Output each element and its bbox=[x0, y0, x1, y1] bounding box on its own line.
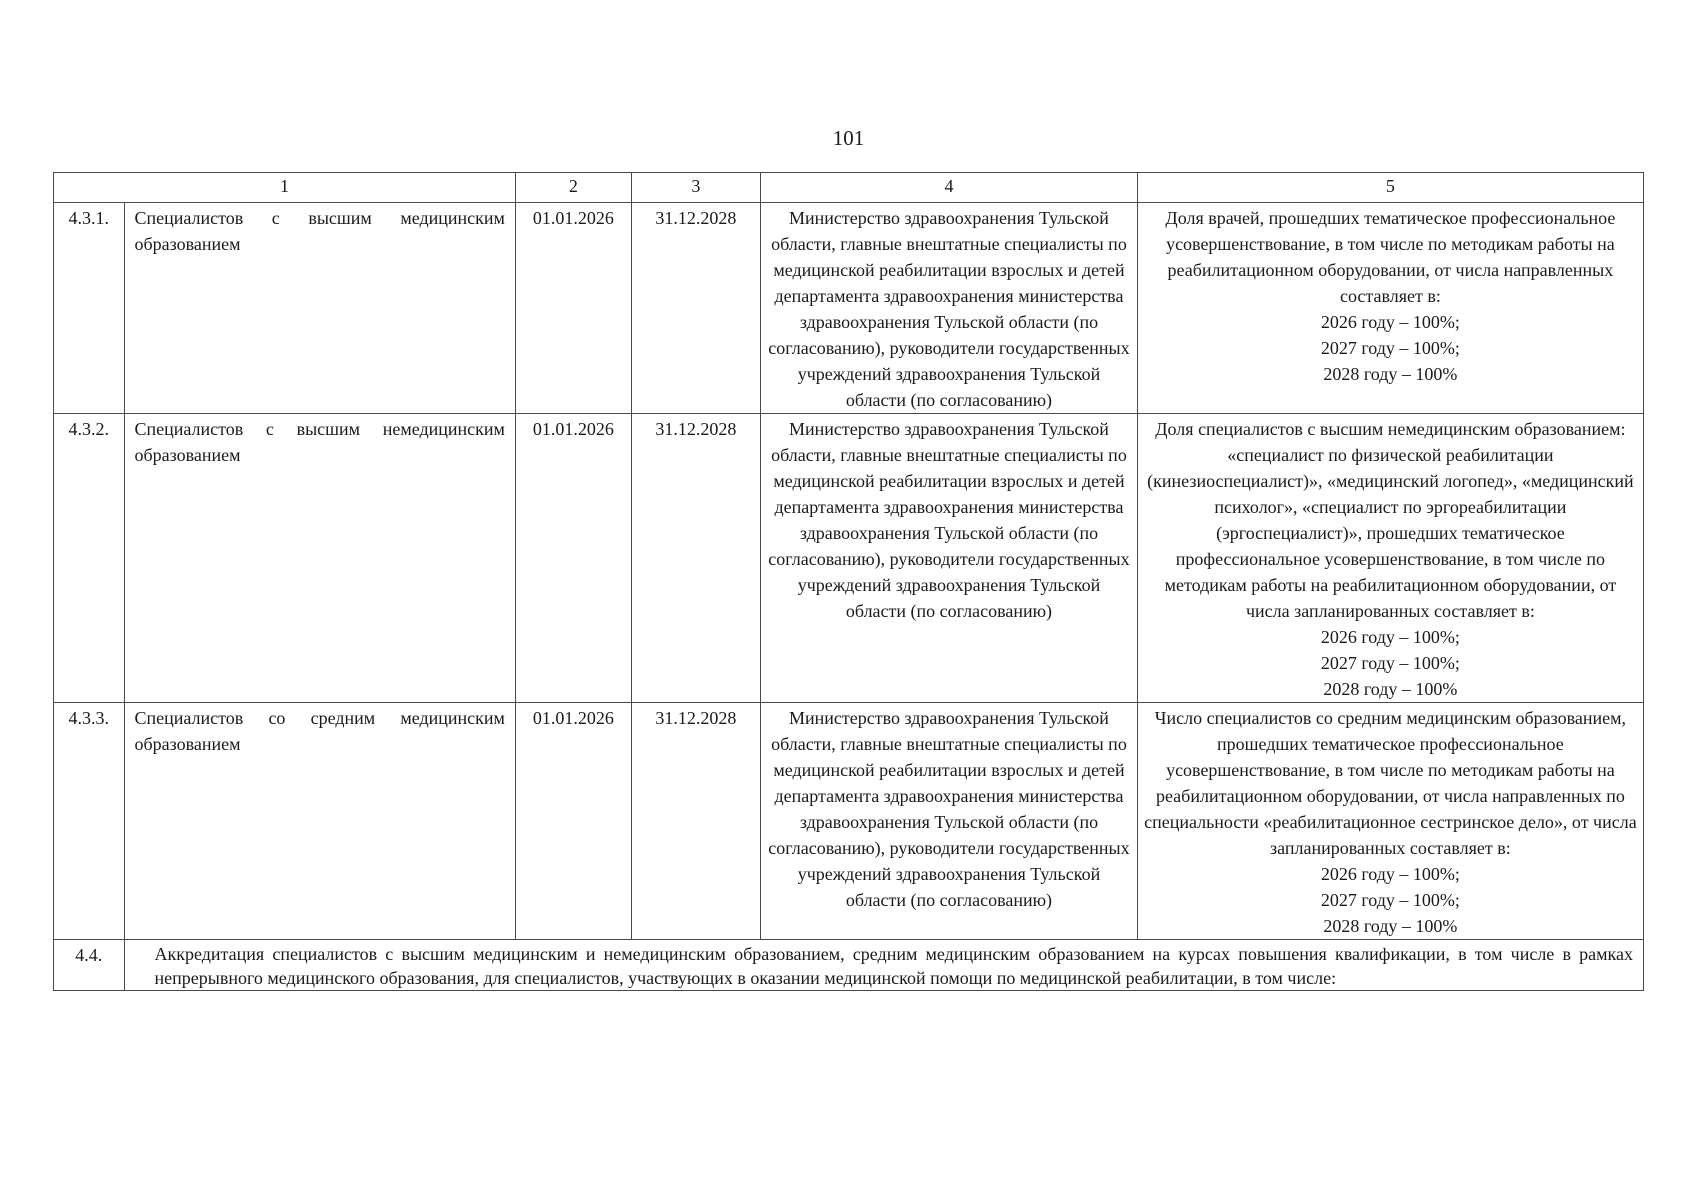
end-date: 31.12.2028 bbox=[631, 703, 760, 940]
row-number: 4.3.2. bbox=[54, 414, 125, 703]
measure-name: Специалистов с высшим медицинским образованием bbox=[124, 203, 515, 414]
indicator-year-2028: 2028 году – 100% bbox=[1323, 679, 1458, 699]
indicator-year-2027: 2027 году – 100%; bbox=[1320, 653, 1460, 673]
indicator-year-2028: 2028 году – 100% bbox=[1323, 916, 1458, 936]
row-number: 4.3.1. bbox=[54, 203, 125, 414]
indicator-year-2026: 2026 году – 100%; bbox=[1320, 312, 1460, 332]
row-number: 4.3.3. bbox=[54, 703, 125, 940]
end-date: 31.12.2028 bbox=[631, 203, 760, 414]
indicator bbox=[1137, 414, 1643, 703]
table-row bbox=[54, 203, 1644, 414]
indicator-text: Доля врачей, прошедших тематическое профессиональное усовершенствование, в том числе по методикам работы на реабилитационном оборудовании, от числа направленных составляет в: bbox=[1165, 208, 1616, 306]
indicator-year-2028: 2028 году – 100% bbox=[1323, 364, 1458, 384]
table-header-row bbox=[54, 173, 1644, 203]
measure-name: Специалистов со средним медицинским образованием bbox=[124, 703, 515, 940]
indicator-year-2026: 2026 году – 100%; bbox=[1320, 864, 1460, 884]
section-number: 4.4. bbox=[54, 940, 125, 991]
start-date: 01.01.2026 bbox=[515, 703, 631, 940]
page-number: 101 bbox=[832, 126, 865, 150]
indicator-text: Число специалистов со средним медицинским образованием, прошедших тематическое профессиональное усовершенствование, в том числе по методикам работы на реабилитационном оборудовании, от числа направленных по специальности «реабилитационное сестринское дело», от числа запланированных составляет в: bbox=[1144, 708, 1637, 858]
header-cell-1: 1 bbox=[54, 173, 516, 203]
executors: Министерство здравоохранения Тульской области, главные внештатные специалисты по медицинской реабилитации взрослых и детей департамента здравоохранения министерства здравоохранения Тульской области (по согласованию), руководители государственных учреждений здравоохранения Тульской области (по согласованию) bbox=[761, 703, 1138, 940]
measure-name: Специалистов с высшим немедицинским образованием bbox=[124, 414, 515, 703]
end-date: 31.12.2028 bbox=[631, 414, 760, 703]
executors: Министерство здравоохранения Тульской области, главные внештатные специалисты по медицинской реабилитации взрослых и детей департамента здравоохранения министерства здравоохранения Тульской области (по согласованию), руководители государственных учреждений здравоохранения Тульской области (по согласованию) bbox=[761, 203, 1138, 414]
indicator-text: Доля специалистов с высшим немедицинским образованием: «специалист по физической реабилитации (кинезиоспециалист)», «медицинский логопед», «медицинский психолог», «специалист по эргореабилитации (эргоспециалист)», прошедших тематическое профессиональное усовершенствование, в том числе по методикам работы на реабилитационном оборудовании, от числа запланированных составляет в: bbox=[1147, 419, 1634, 621]
measures-table bbox=[53, 172, 1644, 991]
header-cell-4: 4 bbox=[761, 173, 1138, 203]
indicator bbox=[1137, 703, 1643, 940]
start-date: 01.01.2026 bbox=[515, 414, 631, 703]
header-cell-3: 3 bbox=[631, 173, 760, 203]
indicator-year-2026: 2026 году – 100%; bbox=[1320, 627, 1460, 647]
header-cell-2: 2 bbox=[515, 173, 631, 203]
header-cell-5: 5 bbox=[1137, 173, 1643, 203]
indicator-year-2027: 2027 году – 100%; bbox=[1320, 338, 1460, 358]
section-row bbox=[54, 940, 1644, 991]
executors: Министерство здравоохранения Тульской области, главные внештатные специалисты по медицинской реабилитации взрослых и детей департамента здравоохранения министерства здравоохранения Тульской области (по согласованию), руководители государственных учреждений здравоохранения Тульской области (по согласованию) bbox=[761, 414, 1138, 703]
table-row bbox=[54, 703, 1644, 940]
table-row bbox=[54, 414, 1644, 703]
indicator bbox=[1137, 203, 1643, 414]
section-title: Аккредитация специалистов с высшим медицинским и немедицинским образованием, средним медицинским образованием на курсах повышения квалификации, в том числе в рамках непрерывного медицинского образования, для специалистов, участвующих в оказании медицинской помощи по медицинской реабилитации, в том числе: bbox=[124, 940, 1644, 991]
start-date: 01.01.2026 bbox=[515, 203, 631, 414]
indicator-year-2027: 2027 году – 100%; bbox=[1320, 890, 1460, 910]
